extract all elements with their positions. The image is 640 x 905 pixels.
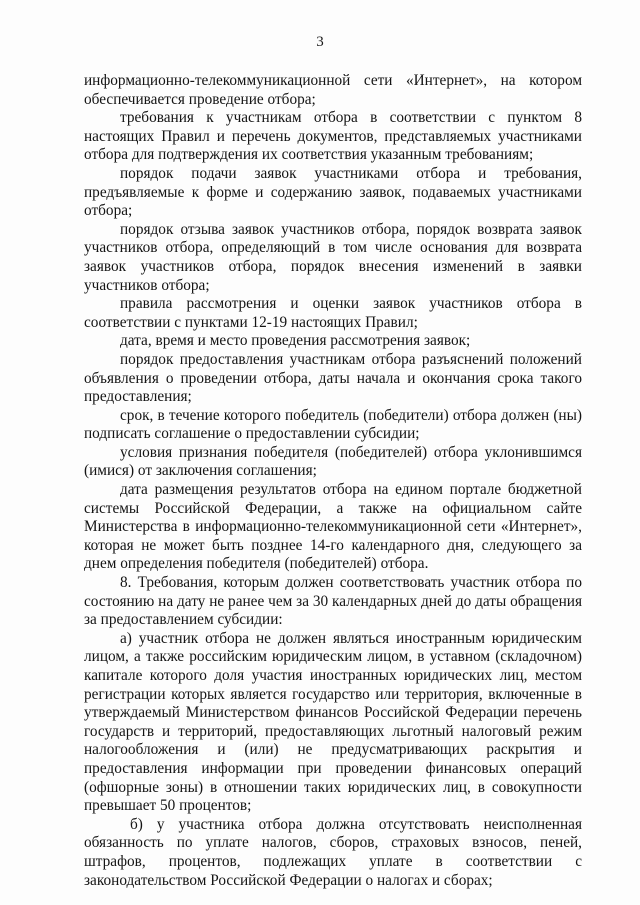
paragraph-clarifications: порядок предоставления участникам отбора разъяснений положений объявления о проведении отбора, даты начала и окончания срока такого предоставления; bbox=[84, 350, 582, 406]
paragraph-signing-deadline: срок, в течение которого победитель (победители) отбора должен (ны) подписать соглашение о предоставлении субсидии; bbox=[84, 406, 582, 443]
paragraph-application-withdrawal: порядок отзыва заявок участников отбора, порядок возврата заявок участников отбора, определяющий в том числе основания для возврата заявок участников отбора, порядок внесения изменений в заявки участников отбора; bbox=[84, 220, 582, 294]
page-number: 3 bbox=[316, 34, 324, 50]
paragraph-evasion-conditions: условия признания победителя (победителей) отбора уклонившимся (имися) от заключения соглашения; bbox=[84, 443, 582, 480]
paragraph-application-submission: порядок подачи заявок участниками отбора и требования, предъявляемые к форме и содержанию заявок, подаваемых участниками отбора; bbox=[84, 164, 582, 220]
paragraph-section-8-requirements: 8. Требования, которым должен соответствовать участник отбора по состоянию на дату не ранее чем за 30 календарных дней до даты обращения за предоставлением субсидии: bbox=[84, 574, 582, 629]
paragraph-internet-network: информационно-телекоммуникационной сети «Интернет», на котором обеспечивается проведение отбора; bbox=[84, 72, 582, 108]
paragraph-review-date: дата, время и место проведения рассмотрения заявок; bbox=[120, 332, 471, 350]
paragraph-review-rules: правила рассмотрения и оценки заявок участников отбора в соответствии с пунктами 12-19 настоящих Правил; bbox=[84, 295, 582, 331]
paragraph-item-b: б) у участника отбора должна отсутствовать неисполненная обязанность по уплате налогов, сборов, страховых взносов, пеней, штрафов, процентов, подлежащих уплате в соответствии с законодательством Российской Федерации о налогах и сборах; bbox=[84, 815, 582, 889]
paragraph-participant-requirements: требования к участникам отбора в соответствии с пунктом 8 настоящих Правил и перечень документов, представляемых участниками отбора для подтверждения их соответствия указанным требованиям; bbox=[84, 109, 582, 164]
paragraph-results-publication: дата размещения результатов отбора на едином портале бюджетной системы Российской Федерации, а также на официальном сайте Министерства в информационно-телекоммуникационной сети «Интернет», которая не может быть позднее 14-го календарного дня, следующего за днем определения победителя (победителей) отбора. bbox=[84, 481, 582, 573]
paragraph-item-a: а) участник отбора не должен являться иностранным юридическим лицом, а также российским юридическим лицом, в уставном (складочном) капитале которого доля участия иностранных юридических лиц, местом регистрации которых является государство или территория, включенные в утверждаемый Министерством финансов Российской Федерации перечень государств и территорий, предоставляющих льготный налоговый режим налогообложения и (или) не предусматривающих раскрытия и предоставления информации при проведении финансовых операций (офшорные зоны) в отношении таких юридических лиц, в совокупности превышает 50 процентов; bbox=[84, 629, 582, 815]
document-body bbox=[84, 72, 582, 890]
